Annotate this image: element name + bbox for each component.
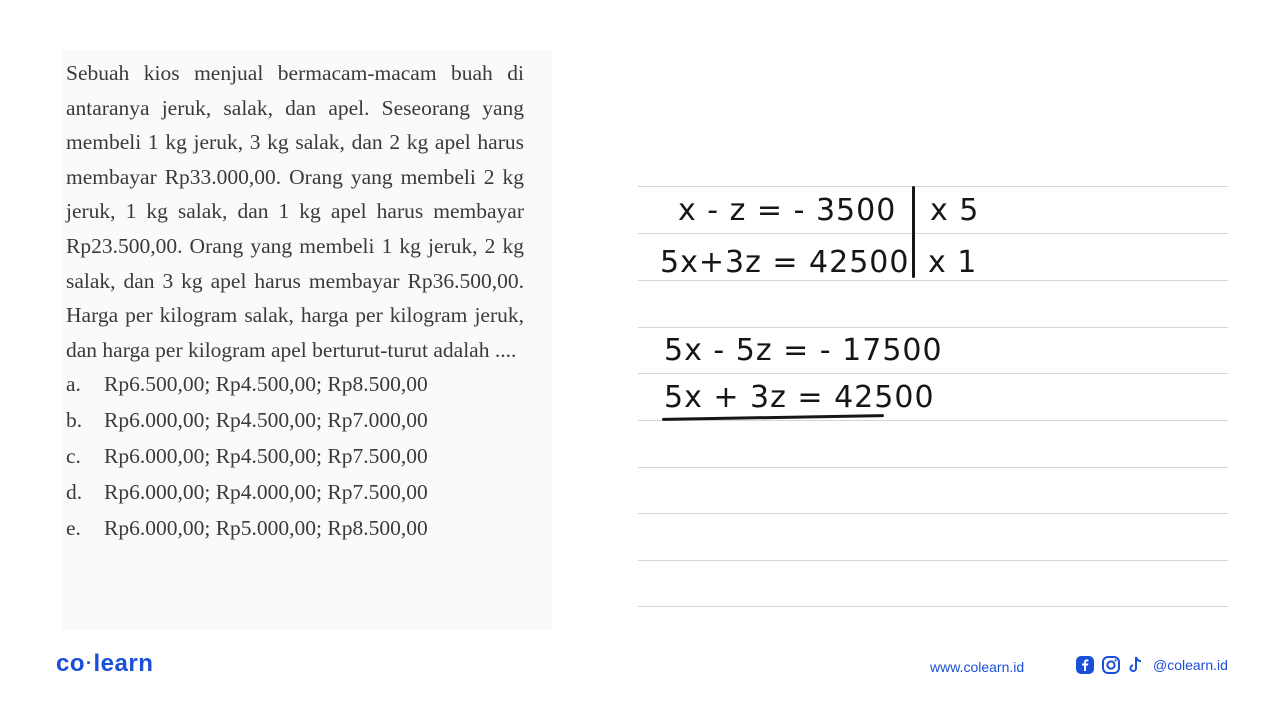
ruled-line (638, 186, 1228, 187)
website-link[interactable]: www.colearn.id (930, 659, 1025, 675)
instagram-icon[interactable] (1101, 655, 1121, 675)
option-c[interactable] (66, 439, 552, 475)
option-text: Rp6.000,00; Rp4.500,00; Rp7.500,00 (104, 443, 428, 468)
ruled-line (638, 373, 1228, 374)
brand-right: learn (93, 650, 154, 677)
option-letter: a. (66, 372, 81, 397)
ruled-line (638, 467, 1228, 468)
handwritten-equation-3: 5x - 5z = - 17500 (664, 333, 943, 368)
handwritten-equation-1: x - z = - 3500 (678, 193, 897, 228)
tiktok-icon[interactable] (1127, 655, 1145, 675)
question-panel (62, 50, 552, 630)
ruled-line (638, 233, 1228, 234)
social-handle[interactable]: @colearn.id (1153, 657, 1228, 673)
ruled-line (638, 513, 1228, 514)
option-text: Rp6.000,00; Rp5.000,00; Rp8.500,00 (104, 515, 428, 540)
ruled-line (638, 280, 1228, 281)
brand-left: co (56, 650, 86, 677)
handwritten-equation-4: 5x + 3z = 42500 (664, 380, 935, 415)
option-a[interactable] (66, 367, 552, 403)
facebook-icon[interactable] (1075, 655, 1095, 675)
option-letter: e. (66, 515, 81, 540)
option-text: Rp6.000,00; Rp4.500,00; Rp7.000,00 (104, 408, 428, 433)
handwritten-multiplier-1: x 5 (930, 193, 980, 228)
option-b[interactable] (66, 403, 552, 439)
option-text: Rp6.500,00; Rp4.500,00; Rp8.500,00 (104, 372, 428, 397)
ruled-line (638, 327, 1228, 328)
option-text: Rp6.000,00; Rp4.000,00; Rp7.500,00 (104, 479, 428, 504)
social-links (1075, 655, 1228, 675)
question-text: Sebuah kios menjual bermacam-macam buah di antaranya jeruk, salak, dan apel. Seseorang yang membeli 1 kg jeruk, 3 kg salak, dan 2 kg apel harus membayar Rp33.000,00. Orang yang membeli 2 kg jeruk, 1 kg salak, dan 1 kg apel harus membayar Rp23.500,00. Orang yang membeli 1 kg jeruk, 2 kg salak, dan 3 kg apel harus membayar Rp36.500,00. Harga per kilogram salak, harga per kilogram jeruk, dan harga per kilogram apel berturut-turut adalah .... (66, 61, 524, 362)
ruled-line (638, 560, 1228, 561)
answer-options (66, 367, 552, 546)
option-letter: b. (66, 408, 83, 433)
option-e[interactable] (66, 511, 552, 547)
colearn-logo (56, 650, 153, 678)
brand-separator: · (86, 653, 93, 673)
option-letter: d. (66, 479, 83, 504)
option-letter: c. (66, 443, 81, 468)
handwritten-multiplier-2: x 1 (928, 245, 978, 280)
multiplier-divider (912, 186, 915, 278)
option-d[interactable] (66, 475, 552, 511)
ruled-line (638, 606, 1228, 607)
ruled-line (638, 420, 1228, 421)
handwritten-equation-2: 5x+3z = 42500 (660, 245, 910, 280)
